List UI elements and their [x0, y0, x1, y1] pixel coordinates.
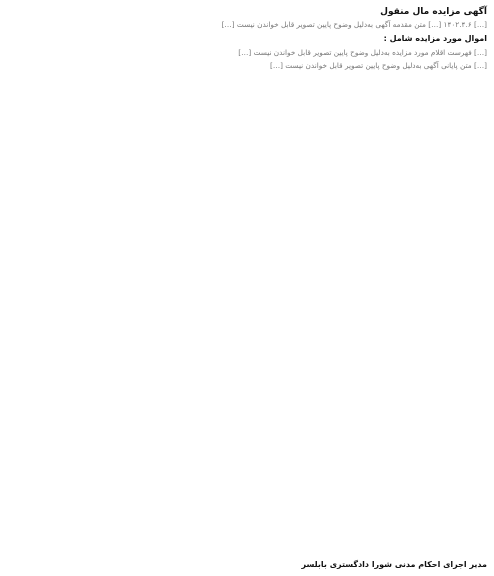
notice-intro-paragraph: […] ۱۴۰۲.۴.۶ […] متن مقدمه آگهی به‌دلیل وضوح پایین تصویر قابل خواندن نیست […]: [221, 20, 487, 29]
items-list-paragraph: […] فهرست اقلام مورد مزایده به‌دلیل وضوح پایین تصویر قابل خواندن نیست […]: [238, 48, 487, 58]
closing-paragraph: […] متن پایانی آگهی به‌دلیل وضوح پایین تصویر قابل خواندن نیست […]: [269, 61, 487, 71]
items-list-heading: اموال مورد مزایده شامل :: [383, 34, 487, 44]
signature-footer: مدیر اجرای احکام مدنی شورا دادگستری بابلسر: [301, 560, 487, 569]
notice-heading: آگهی مزایده مال منقول: [380, 7, 487, 17]
